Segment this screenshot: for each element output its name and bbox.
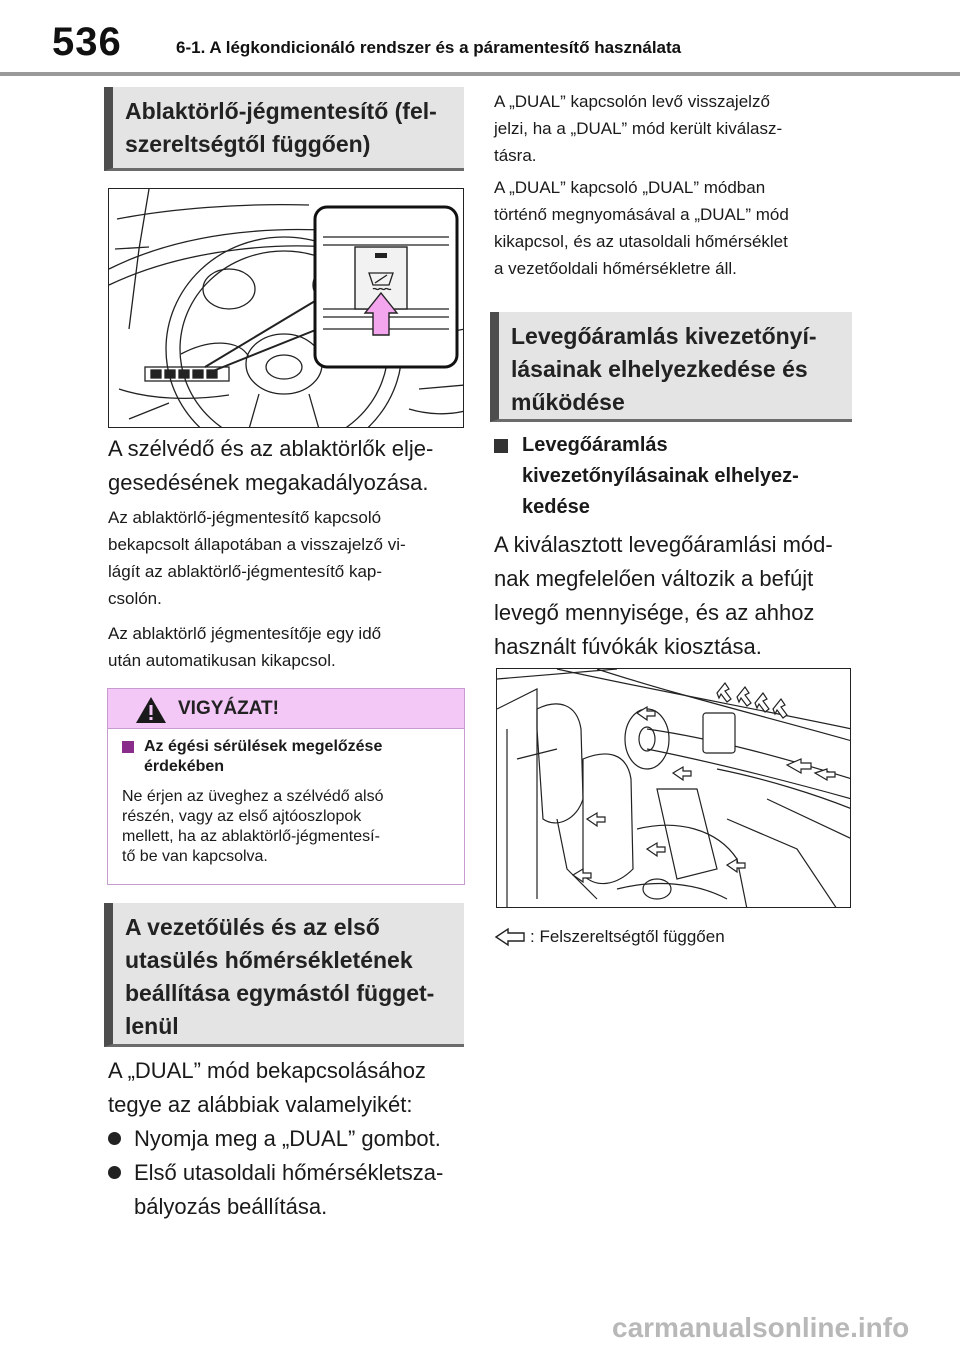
vent-arrow-icon (494, 927, 526, 947)
bullet-dot-icon (108, 1166, 121, 1179)
auto-off-text (108, 620, 468, 674)
text-line: történő megnyomásával a „DUAL” mód (494, 205, 789, 224)
section-heading-line: A vezetőülés és az első (125, 914, 380, 940)
text-line: A „DUAL” kapcsoló „DUAL” módban (494, 178, 766, 197)
section-heading-line: lenül (125, 1013, 179, 1039)
airflow-text (494, 528, 854, 664)
section-heading-airflow (490, 312, 852, 422)
text-line: kedése (522, 496, 590, 518)
section-heading-line: beállítása egymástól függet- (125, 980, 435, 1006)
caution-title: VIGYÁZAT! (178, 698, 279, 719)
text-line: A kiválasztott levegőáramlási mód- (494, 532, 833, 557)
dual-indicator-text (494, 88, 854, 169)
text-line: jelzi, ha a „DUAL” mód került kiválasz- (494, 119, 783, 138)
caution-body (122, 787, 458, 867)
text-line: használt fúvókák kiosztása. (494, 634, 762, 659)
bullet-dot-icon (108, 1132, 121, 1145)
text-line: Ne érjen az üveghez a szélvédő alsó (122, 788, 384, 805)
wiper-deicer-figure (108, 188, 464, 428)
text-line: bekapcsolt állapotában a visszajelző vi- (108, 535, 406, 554)
section-heading-independent-temp (104, 903, 464, 1047)
dual-mode-text (108, 1054, 468, 1122)
watermark: carmanualsonline.info (612, 1312, 910, 1343)
text-line: A szélvédő és az ablaktörlők elje- (108, 436, 434, 461)
text-line: Levegőáramlás (522, 434, 668, 456)
dashboard-illustration (109, 189, 464, 428)
subheading-vent-location (494, 430, 839, 523)
page-number: 536 (52, 20, 122, 64)
text-line: csolón. (108, 589, 162, 608)
text-line: A „DUAL” kapcsolón levő visszajelző (494, 92, 770, 111)
text-line: érdekében (144, 758, 225, 775)
section-heading-line: utasülés hőmérsékletének (125, 947, 413, 973)
caution-header (108, 689, 464, 729)
section-heading-line: Ablaktörlő-jégmentesítő (fel- (125, 98, 437, 124)
vent-location-figure (496, 668, 851, 908)
caution-subtitle (126, 737, 456, 777)
text-line: Az ablaktörlő jégmentesítője egy idő (108, 624, 382, 643)
warning-triangle-icon (134, 695, 168, 725)
text-line: mellett, ha az ablaktörlő-jégmentesí- (122, 828, 380, 845)
running-title: 6-1. A légkondicionáló rendszer és a páramentesítő használata (176, 38, 682, 57)
bullet-item (108, 1156, 468, 1224)
section-heading-line: Levegőáramlás kivezetőnyí- (511, 323, 817, 349)
text-line: kikapcsol, és az utasoldali hőmérséklet (494, 232, 788, 251)
text-line: részén, vagy az első ajtóoszlopok (122, 808, 362, 825)
indicator-text (108, 504, 468, 612)
section-heading-line: szereltségtől függően) (125, 131, 371, 157)
text-line: Első utasoldali hőmérsékletsza- (134, 1160, 444, 1185)
page-header (0, 0, 960, 78)
header-rule (0, 72, 960, 76)
cabin-illustration (497, 669, 851, 908)
text-line: lágít az ablaktörlő-jégmentesítő kap- (108, 562, 383, 581)
text-line: után automatikusan kikapcsol. (108, 651, 336, 670)
text-line: Nyomja meg a „DUAL” gombot. (134, 1126, 441, 1151)
text-line: nak megfelelően változik a befújt (494, 566, 814, 591)
text-line: A „DUAL” mód bekapcsolásához (108, 1058, 426, 1083)
text-line: kivezetőnyílásainak elhelyez- (522, 465, 799, 487)
bullet-item (108, 1122, 468, 1156)
text-line: gesedésének megakadályozása. (108, 470, 429, 495)
caution-box (107, 688, 465, 885)
section-heading-wiper-deicer (104, 87, 464, 171)
caution-square-icon (122, 741, 134, 753)
text-line: Az égési sérülések megelőzése (144, 738, 383, 755)
wiper-purpose-text (108, 432, 468, 500)
text-line: levegő mennyisége, és az ahhoz (494, 600, 815, 625)
section-heading-line: működése (511, 389, 625, 415)
text-line: a vezetőoldali hőmérsékletre áll. (494, 259, 737, 278)
dual-off-text (494, 174, 854, 282)
legend-text: : Felszereltségtől függően (530, 927, 725, 946)
text-line: bályozás beállítása. (134, 1194, 328, 1219)
text-line: Az ablaktörlő-jégmentesítő kapcsoló (108, 508, 382, 527)
subheading-square-icon (494, 439, 508, 453)
text-line: tásra. (494, 146, 537, 165)
text-line: tő be van kapcsolva. (122, 848, 268, 865)
section-heading-line: lásainak elhelyezkedése és (511, 356, 808, 382)
text-line: tegye az alábbiak valamelyikét: (108, 1092, 413, 1117)
